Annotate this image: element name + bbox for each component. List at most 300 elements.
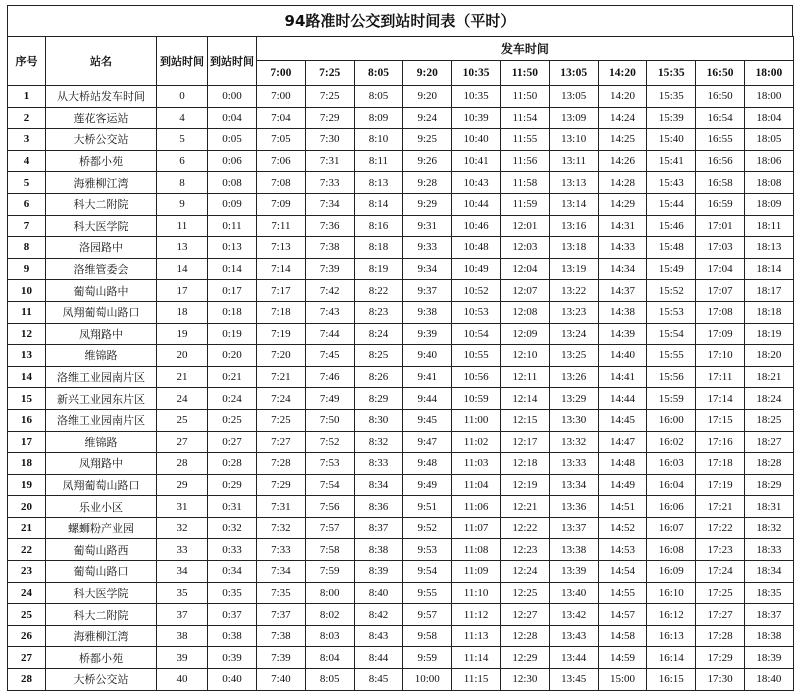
table-row [8, 150, 794, 172]
scheduled-time: 17:07 [696, 280, 745, 302]
scheduled-time: 8:37 [354, 517, 403, 539]
scheduled-time: 9:54 [403, 561, 452, 583]
scheduled-time: 12:14 [500, 388, 549, 410]
station-name: 洛维管委会 [46, 258, 157, 280]
scheduled-time: 9:40 [403, 345, 452, 367]
departure-time-header: 16:50 [696, 61, 745, 86]
station-name: 凤翔葡萄山路口 [46, 474, 157, 496]
scheduled-time: 10:54 [452, 323, 501, 345]
arrival-minutes: 20 [157, 345, 208, 367]
scheduled-time: 7:44 [305, 323, 354, 345]
scheduled-time: 15:41 [647, 150, 696, 172]
scheduled-time: 14:40 [598, 345, 647, 367]
scheduled-time: 7:54 [305, 474, 354, 496]
scheduled-time: 8:14 [354, 193, 403, 215]
scheduled-time: 18:35 [744, 582, 793, 604]
timetable [7, 36, 794, 691]
scheduled-time: 16:08 [647, 539, 696, 561]
scheduled-time: 18:37 [744, 604, 793, 626]
scheduled-time: 17:29 [696, 647, 745, 669]
table-row [8, 431, 794, 453]
scheduled-time: 18:09 [744, 193, 793, 215]
scheduled-time: 17:22 [696, 517, 745, 539]
scheduled-time: 13:10 [549, 129, 598, 151]
arrival-time: 0:25 [208, 409, 257, 431]
table-row [8, 561, 794, 583]
row-index: 19 [8, 474, 46, 496]
station-name: 海雅柳江湾 [46, 172, 157, 194]
scheduled-time: 14:53 [598, 539, 647, 561]
scheduled-time: 13:43 [549, 625, 598, 647]
scheduled-time: 7:39 [305, 258, 354, 280]
scheduled-time: 8:42 [354, 604, 403, 626]
scheduled-time: 9:45 [403, 409, 452, 431]
scheduled-time: 17:15 [696, 409, 745, 431]
arrival-time: 0:20 [208, 345, 257, 367]
row-index: 8 [8, 237, 46, 259]
scheduled-time: 13:32 [549, 431, 598, 453]
arrival-minutes: 6 [157, 150, 208, 172]
arrival-minutes: 21 [157, 366, 208, 388]
scheduled-time: 18:40 [744, 669, 793, 691]
scheduled-time: 7:36 [305, 215, 354, 237]
scheduled-time: 10:43 [452, 172, 501, 194]
scheduled-time: 7:34 [257, 561, 306, 583]
station-name: 从大桥站发车时间 [46, 86, 157, 108]
scheduled-time: 18:34 [744, 561, 793, 583]
scheduled-time: 14:59 [598, 647, 647, 669]
scheduled-time: 13:44 [549, 647, 598, 669]
scheduled-time: 15:40 [647, 129, 696, 151]
row-index: 20 [8, 496, 46, 518]
row-index: 15 [8, 388, 46, 410]
scheduled-time: 18:18 [744, 301, 793, 323]
departure-time-header: 10:35 [452, 61, 501, 86]
scheduled-time: 8:34 [354, 474, 403, 496]
scheduled-time: 7:25 [257, 409, 306, 431]
scheduled-time: 7:33 [257, 539, 306, 561]
scheduled-time: 12:29 [500, 647, 549, 669]
scheduled-time: 14:33 [598, 237, 647, 259]
scheduled-time: 8:19 [354, 258, 403, 280]
row-index: 10 [8, 280, 46, 302]
arrival-minutes: 28 [157, 453, 208, 475]
scheduled-time: 16:02 [647, 431, 696, 453]
scheduled-time: 12:24 [500, 561, 549, 583]
arrival-minutes: 13 [157, 237, 208, 259]
scheduled-time: 14:38 [598, 301, 647, 323]
arrival-minutes: 18 [157, 301, 208, 323]
scheduled-time: 17:01 [696, 215, 745, 237]
scheduled-time: 13:37 [549, 517, 598, 539]
arrival-time: 0:38 [208, 625, 257, 647]
scheduled-time: 12:21 [500, 496, 549, 518]
scheduled-time: 13:22 [549, 280, 598, 302]
scheduled-time: 14:47 [598, 431, 647, 453]
scheduled-time: 18:08 [744, 172, 793, 194]
table-row [8, 409, 794, 431]
scheduled-time: 15:00 [598, 669, 647, 691]
station-name: 洛园路中 [46, 237, 157, 259]
header-station: 站名 [46, 37, 157, 86]
scheduled-time: 8:23 [354, 301, 403, 323]
station-name: 桥都小苑 [46, 150, 157, 172]
arrival-time: 0:27 [208, 431, 257, 453]
scheduled-time: 7:11 [257, 215, 306, 237]
scheduled-time: 8:02 [305, 604, 354, 626]
row-index: 12 [8, 323, 46, 345]
table-row [8, 323, 794, 345]
arrival-minutes: 4 [157, 107, 208, 129]
table-row [8, 301, 794, 323]
arrival-time: 0:33 [208, 539, 257, 561]
row-index: 13 [8, 345, 46, 367]
departure-time-header: 7:00 [257, 61, 306, 86]
scheduled-time: 11:55 [500, 129, 549, 151]
scheduled-time: 12:28 [500, 625, 549, 647]
table-row [8, 237, 794, 259]
scheduled-time: 11:04 [452, 474, 501, 496]
scheduled-time: 13:14 [549, 193, 598, 215]
station-name: 科大二附院 [46, 193, 157, 215]
arrival-time: 0:13 [208, 237, 257, 259]
scheduled-time: 8:40 [354, 582, 403, 604]
scheduled-time: 14:37 [598, 280, 647, 302]
scheduled-time: 11:15 [452, 669, 501, 691]
scheduled-time: 8:32 [354, 431, 403, 453]
scheduled-time: 18:28 [744, 453, 793, 475]
scheduled-time: 7:33 [305, 172, 354, 194]
row-index: 17 [8, 431, 46, 453]
scheduled-time: 15:55 [647, 345, 696, 367]
row-index: 27 [8, 647, 46, 669]
scheduled-time: 10:46 [452, 215, 501, 237]
arrival-minutes: 8 [157, 172, 208, 194]
header-departure: 发车时间 [257, 37, 794, 61]
scheduled-time: 7:52 [305, 431, 354, 453]
scheduled-time: 8:10 [354, 129, 403, 151]
arrival-time: 0:04 [208, 107, 257, 129]
row-index: 28 [8, 669, 46, 691]
scheduled-time: 14:57 [598, 604, 647, 626]
scheduled-time: 8:38 [354, 539, 403, 561]
scheduled-time: 15:35 [647, 86, 696, 108]
scheduled-time: 8:22 [354, 280, 403, 302]
scheduled-time: 12:08 [500, 301, 549, 323]
scheduled-time: 16:55 [696, 129, 745, 151]
scheduled-time: 18:00 [744, 86, 793, 108]
scheduled-time: 18:20 [744, 345, 793, 367]
arrival-minutes: 33 [157, 539, 208, 561]
arrival-minutes: 27 [157, 431, 208, 453]
row-index: 11 [8, 301, 46, 323]
scheduled-time: 8:11 [354, 150, 403, 172]
scheduled-time: 12:30 [500, 669, 549, 691]
scheduled-time: 14:48 [598, 453, 647, 475]
table-row [8, 669, 794, 691]
scheduled-time: 9:51 [403, 496, 452, 518]
table-row [8, 517, 794, 539]
table-row [8, 215, 794, 237]
scheduled-time: 8:00 [305, 582, 354, 604]
scheduled-time: 7:42 [305, 280, 354, 302]
row-index: 1 [8, 86, 46, 108]
scheduled-time: 7:31 [257, 496, 306, 518]
scheduled-time: 7:05 [257, 129, 306, 151]
scheduled-time: 13:19 [549, 258, 598, 280]
arrival-time: 0:00 [208, 86, 257, 108]
scheduled-time: 9:44 [403, 388, 452, 410]
scheduled-time: 10:44 [452, 193, 501, 215]
row-index: 21 [8, 517, 46, 539]
arrival-minutes: 39 [157, 647, 208, 669]
scheduled-time: 10:56 [452, 366, 501, 388]
scheduled-time: 7:00 [257, 86, 306, 108]
arrival-time: 0:32 [208, 517, 257, 539]
scheduled-time: 12:03 [500, 237, 549, 259]
table-row [8, 647, 794, 669]
scheduled-time: 10:39 [452, 107, 501, 129]
scheduled-time: 16:54 [696, 107, 745, 129]
departure-time-header: 18:00 [744, 61, 793, 86]
station-name: 海雅柳江湾 [46, 625, 157, 647]
arrival-time: 0:31 [208, 496, 257, 518]
scheduled-time: 13:18 [549, 237, 598, 259]
scheduled-time: 13:05 [549, 86, 598, 108]
table-row [8, 582, 794, 604]
scheduled-time: 16:00 [647, 409, 696, 431]
scheduled-time: 15:39 [647, 107, 696, 129]
scheduled-time: 15:59 [647, 388, 696, 410]
row-index: 3 [8, 129, 46, 151]
station-name: 莲花客运站 [46, 107, 157, 129]
scheduled-time: 8:29 [354, 388, 403, 410]
scheduled-time: 18:31 [744, 496, 793, 518]
scheduled-time: 9:48 [403, 453, 452, 475]
departure-time-header: 7:25 [305, 61, 354, 86]
scheduled-time: 9:20 [403, 86, 452, 108]
scheduled-time: 14:31 [598, 215, 647, 237]
scheduled-time: 12:25 [500, 582, 549, 604]
arrival-time: 0:06 [208, 150, 257, 172]
arrival-time: 0:05 [208, 129, 257, 151]
scheduled-time: 9:57 [403, 604, 452, 626]
arrival-minutes: 40 [157, 669, 208, 691]
arrival-time: 0:17 [208, 280, 257, 302]
scheduled-time: 7:28 [257, 453, 306, 475]
scheduled-time: 12:10 [500, 345, 549, 367]
departure-time-header: 15:35 [647, 61, 696, 86]
scheduled-time: 7:14 [257, 258, 306, 280]
scheduled-time: 9:39 [403, 323, 452, 345]
scheduled-time: 11:14 [452, 647, 501, 669]
scheduled-time: 17:27 [696, 604, 745, 626]
row-index: 2 [8, 107, 46, 129]
scheduled-time: 10:41 [452, 150, 501, 172]
station-name: 螺蛳粉产业园 [46, 517, 157, 539]
scheduled-time: 18:33 [744, 539, 793, 561]
arrival-minutes: 24 [157, 388, 208, 410]
scheduled-time: 11:58 [500, 172, 549, 194]
row-index: 6 [8, 193, 46, 215]
scheduled-time: 17:14 [696, 388, 745, 410]
scheduled-time: 16:06 [647, 496, 696, 518]
arrival-minutes: 31 [157, 496, 208, 518]
scheduled-time: 8:45 [354, 669, 403, 691]
scheduled-time: 9:28 [403, 172, 452, 194]
scheduled-time: 8:03 [305, 625, 354, 647]
arrival-minutes: 32 [157, 517, 208, 539]
scheduled-time: 9:58 [403, 625, 452, 647]
scheduled-time: 18:32 [744, 517, 793, 539]
row-index: 14 [8, 366, 46, 388]
scheduled-time: 15:54 [647, 323, 696, 345]
arrival-minutes: 37 [157, 604, 208, 626]
arrival-time: 0:39 [208, 647, 257, 669]
scheduled-time: 14:26 [598, 150, 647, 172]
departure-time-header: 8:05 [354, 61, 403, 86]
scheduled-time: 10:49 [452, 258, 501, 280]
arrival-minutes: 9 [157, 193, 208, 215]
scheduled-time: 10:55 [452, 345, 501, 367]
scheduled-time: 12:17 [500, 431, 549, 453]
scheduled-time: 7:43 [305, 301, 354, 323]
station-name: 维锦路 [46, 431, 157, 453]
scheduled-time: 16:14 [647, 647, 696, 669]
arrival-minutes: 25 [157, 409, 208, 431]
scheduled-time: 18:24 [744, 388, 793, 410]
scheduled-time: 10:35 [452, 86, 501, 108]
scheduled-time: 16:09 [647, 561, 696, 583]
scheduled-time: 14:51 [598, 496, 647, 518]
scheduled-time: 12:07 [500, 280, 549, 302]
arrival-time: 0:19 [208, 323, 257, 345]
scheduled-time: 12:27 [500, 604, 549, 626]
scheduled-time: 8:05 [305, 669, 354, 691]
row-index: 16 [8, 409, 46, 431]
station-name: 科大医学院 [46, 215, 157, 237]
scheduled-time: 15:49 [647, 258, 696, 280]
arrival-minutes: 29 [157, 474, 208, 496]
station-name: 凤翔路中 [46, 323, 157, 345]
table-row [8, 496, 794, 518]
scheduled-time: 8:18 [354, 237, 403, 259]
station-name: 大桥公交站 [46, 669, 157, 691]
scheduled-time: 8:05 [354, 86, 403, 108]
scheduled-time: 9:59 [403, 647, 452, 669]
scheduled-time: 13:25 [549, 345, 598, 367]
arrival-time: 0:18 [208, 301, 257, 323]
scheduled-time: 15:56 [647, 366, 696, 388]
scheduled-time: 13:29 [549, 388, 598, 410]
scheduled-time: 13:42 [549, 604, 598, 626]
arrival-time: 0:24 [208, 388, 257, 410]
row-index: 5 [8, 172, 46, 194]
scheduled-time: 11:02 [452, 431, 501, 453]
scheduled-time: 7:18 [257, 301, 306, 323]
arrival-time: 0:29 [208, 474, 257, 496]
scheduled-time: 7:56 [305, 496, 354, 518]
scheduled-time: 16:50 [696, 86, 745, 108]
scheduled-time: 7:29 [257, 474, 306, 496]
scheduled-time: 18:25 [744, 409, 793, 431]
scheduled-time: 11:56 [500, 150, 549, 172]
table-row [8, 366, 794, 388]
arrival-minutes: 35 [157, 582, 208, 604]
scheduled-time: 8:39 [354, 561, 403, 583]
scheduled-time: 14:58 [598, 625, 647, 647]
scheduled-time: 14:52 [598, 517, 647, 539]
header-arrival-time: 到站时间 [208, 37, 257, 86]
scheduled-time: 14:20 [598, 86, 647, 108]
scheduled-time: 9:53 [403, 539, 452, 561]
scheduled-time: 17:10 [696, 345, 745, 367]
scheduled-time: 11:09 [452, 561, 501, 583]
table-row [8, 86, 794, 108]
scheduled-time: 17:21 [696, 496, 745, 518]
table-row [8, 280, 794, 302]
scheduled-time: 8:44 [354, 647, 403, 669]
scheduled-time: 11:10 [452, 582, 501, 604]
scheduled-time: 13:23 [549, 301, 598, 323]
scheduled-time: 12:11 [500, 366, 549, 388]
scheduled-time: 12:15 [500, 409, 549, 431]
station-name: 洛维工业园南片区 [46, 366, 157, 388]
scheduled-time: 16:12 [647, 604, 696, 626]
arrival-minutes: 38 [157, 625, 208, 647]
scheduled-time: 7:50 [305, 409, 354, 431]
arrival-time: 0:34 [208, 561, 257, 583]
scheduled-time: 18:11 [744, 215, 793, 237]
scheduled-time: 13:26 [549, 366, 598, 388]
scheduled-time: 18:19 [744, 323, 793, 345]
scheduled-time: 15:44 [647, 193, 696, 215]
scheduled-time: 17:28 [696, 625, 745, 647]
scheduled-time: 9:49 [403, 474, 452, 496]
scheduled-time: 8:43 [354, 625, 403, 647]
station-name: 洛维工业园南片区 [46, 409, 157, 431]
scheduled-time: 13:36 [549, 496, 598, 518]
scheduled-time: 11:59 [500, 193, 549, 215]
arrival-time: 0:35 [208, 582, 257, 604]
scheduled-time: 7:09 [257, 193, 306, 215]
table-row [8, 388, 794, 410]
row-index: 18 [8, 453, 46, 475]
scheduled-time: 12:23 [500, 539, 549, 561]
scheduled-time: 11:08 [452, 539, 501, 561]
scheduled-time: 12:18 [500, 453, 549, 475]
scheduled-time: 7:58 [305, 539, 354, 561]
station-name: 大桥公交站 [46, 129, 157, 151]
scheduled-time: 9:29 [403, 193, 452, 215]
arrival-minutes: 19 [157, 323, 208, 345]
scheduled-time: 13:13 [549, 172, 598, 194]
scheduled-time: 8:33 [354, 453, 403, 475]
scheduled-time: 9:31 [403, 215, 452, 237]
scheduled-time: 16:03 [647, 453, 696, 475]
scheduled-time: 14:34 [598, 258, 647, 280]
scheduled-time: 14:25 [598, 129, 647, 151]
scheduled-time: 12:01 [500, 215, 549, 237]
arrival-time: 0:09 [208, 193, 257, 215]
scheduled-time: 13:16 [549, 215, 598, 237]
station-name: 凤翔路中 [46, 453, 157, 475]
scheduled-time: 8:09 [354, 107, 403, 129]
scheduled-time: 7:04 [257, 107, 306, 129]
arrival-time: 0:28 [208, 453, 257, 475]
scheduled-time: 8:26 [354, 366, 403, 388]
arrival-minutes: 34 [157, 561, 208, 583]
